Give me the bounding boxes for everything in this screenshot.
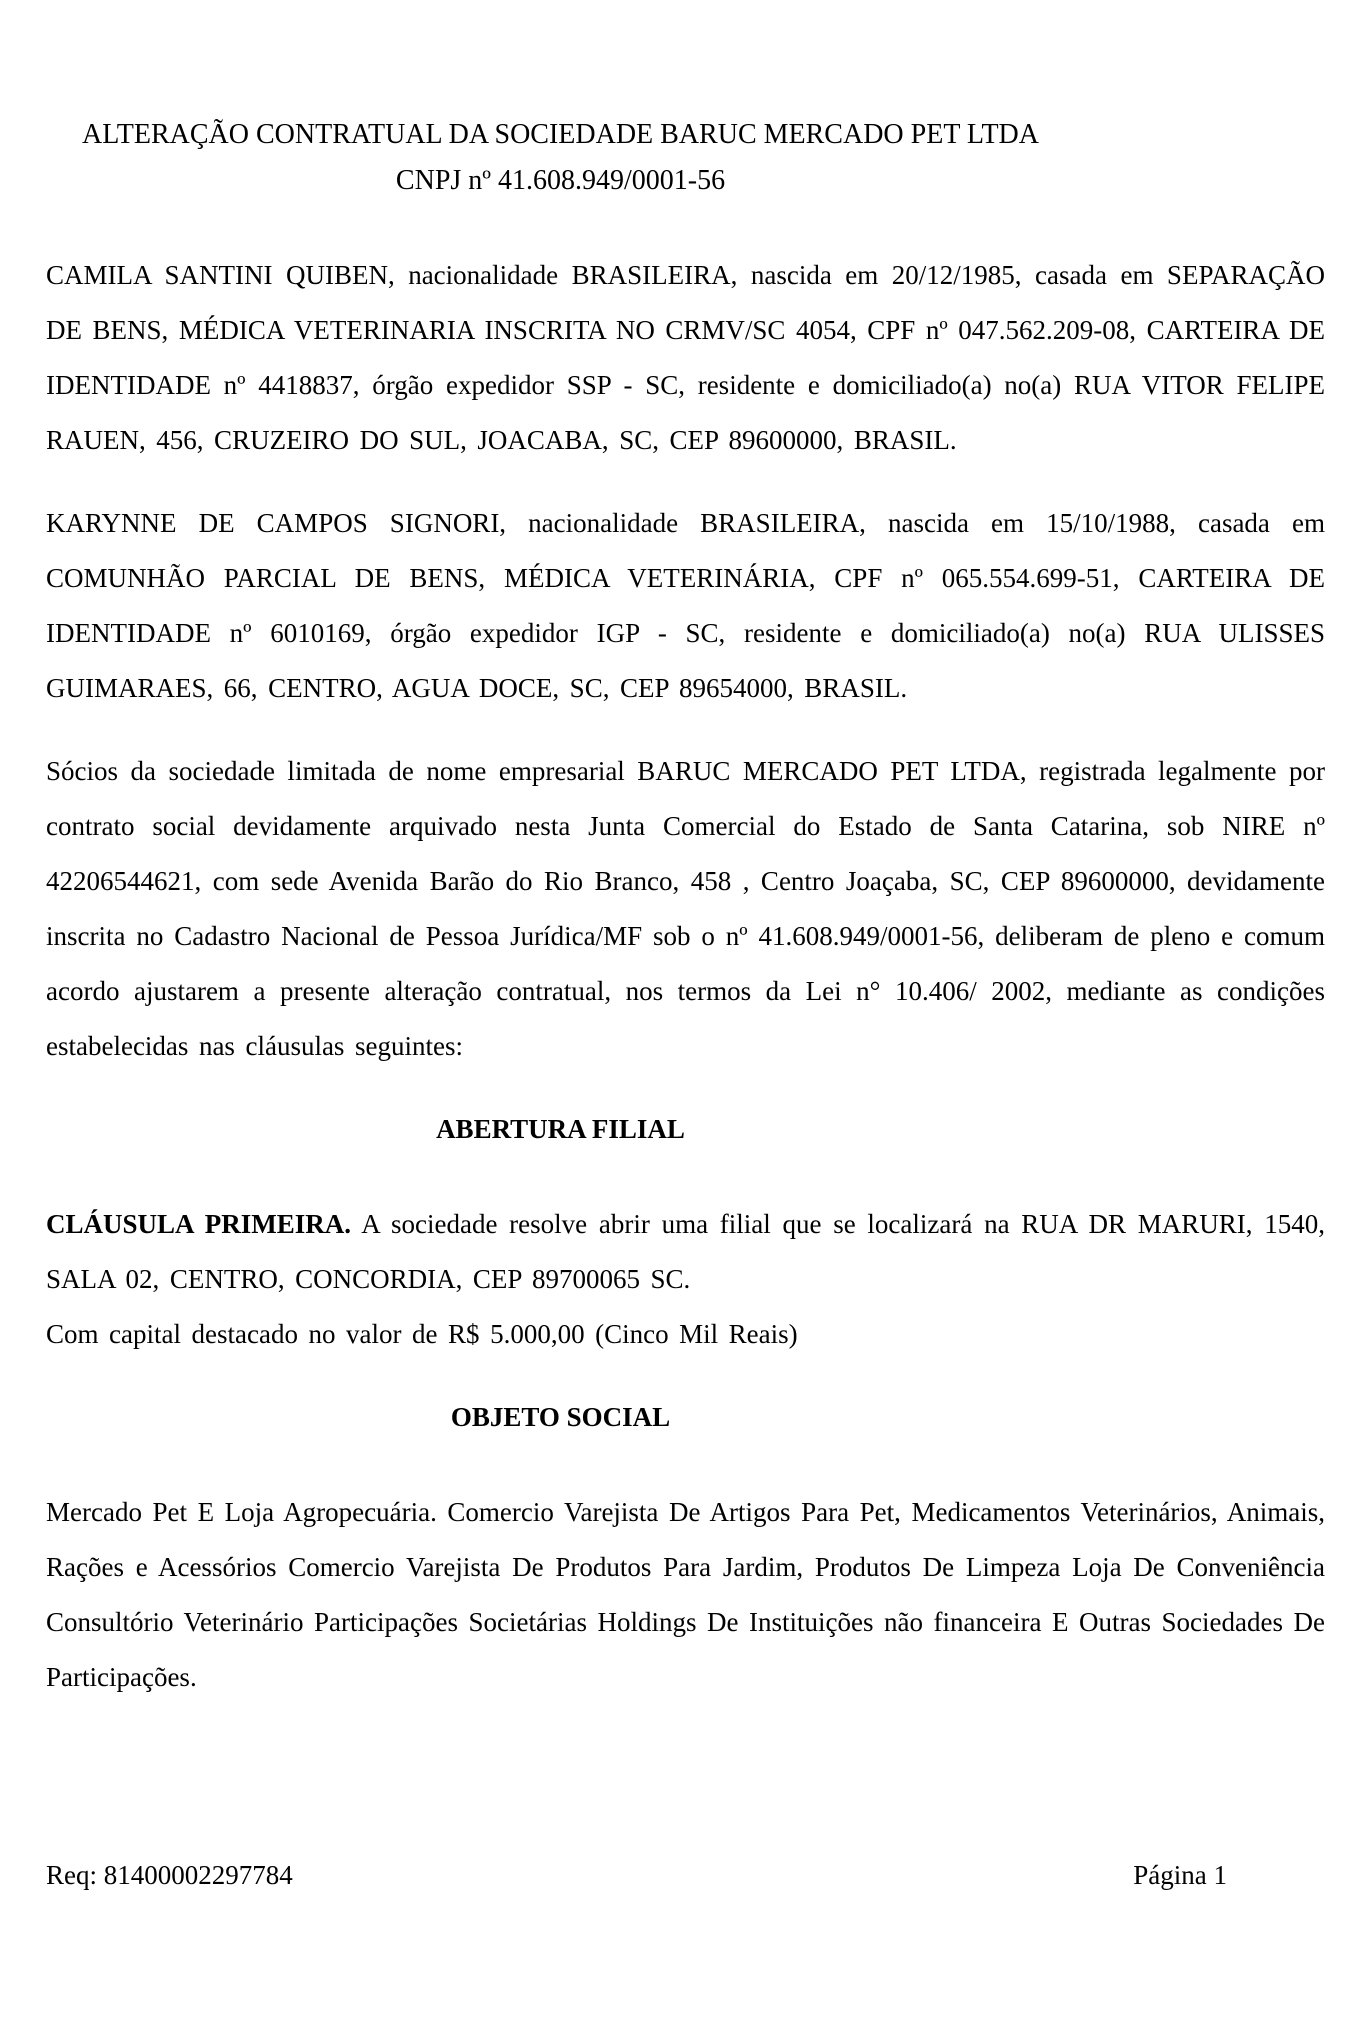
document-footer bbox=[46, 1858, 1325, 1892]
heading-objeto-social: OBJETO SOCIAL bbox=[450, 1402, 671, 1432]
paragraph-objeto-social: Mercado Pet E Loja Agropecuária. Comercio Varejista De Artigos Para Pet, Medicamentos Veterinários, Animais, Rações e Acessórios Comercio Varejista De Produtos Para Jardim, Produtos De Limpeza Loja De Conveniência Consultório Veterinário Participações Societárias Holdings De Instituições não financeira E Outras Sociedades De Participações. bbox=[46, 1497, 1326, 1692]
clause-primeira-label: CLÁUSULA PRIMEIRA. bbox=[46, 1209, 352, 1239]
footer-req-number: Req: 81400002297784 bbox=[46, 1860, 293, 1890]
heading-abertura-filial: ABERTURA FILIAL bbox=[436, 1114, 685, 1144]
footer-page-number: Página 1 bbox=[1133, 1860, 1227, 1890]
paragraph-partner-2: KARYNNE DE CAMPOS SIGNORI, nacionalidade BRASILEIRA, nascida em 15/10/1988, casada em COMUNHÃO PARCIAL DE BENS, MÉDICA VETERINÁRIA, CPF nº 065.554.699-51, CARTEIRA DE IDENTIDADE nº 6010169, órgão expedidor IGP - SC, residente e domiciliado(a) no(a) RUA ULISSES GUIMARAES, 66, CENTRO, AGUA DOCE, SC, CEP 89654000, BRASIL. bbox=[46, 508, 1325, 703]
paragraph-company-registration: Sócios da sociedade limitada de nome empresarial BARUC MERCADO PET LTDA, registrada legalmente por contrato social devidamente arquivado nesta Junta Comercial do Estado de Santa Catarina, sob NIRE nº 42206544621, com sede Avenida Barão do Rio Branco, 458 , Centro Joaçaba, SC, CEP 89600000, devidamente inscrita no Cadastro Nacional de Pessoa Jurídica/MF sob o nº 41.608.949/0001-56, deliberam de pleno e comum acordo ajustarem a presente alteração contratual, nos termos da Lei n° 10.406/ 2002, mediante as condições estabelecidas nas cláusulas seguintes: bbox=[46, 756, 1325, 1061]
title-line-cnpj: CNPJ nº 41.608.949/0001-56 bbox=[395, 165, 726, 196]
document-title bbox=[46, 112, 1075, 204]
paragraph-partner-1: CAMILA SANTINI QUIBEN, nacionalidade BRASILEIRA, nascida em 20/12/1985, casada em SEPARAÇÃO DE BENS, MÉDICA VETERINARIA INSCRITA NO CRMV/SC 4054, CPF nº 047.562.209-08, CARTEIRA DE IDENTIDADE nº 4418837, órgão expedidor SSP - SC, residente e domiciliado(a) no(a) RUA VITOR FELIPE RAUEN, 456, CRUZEIRO DO SUL, JOACABA, SC, CEP 89600000, BRASIL. bbox=[46, 260, 1325, 455]
clause-primeira-text: A sociedade resolve abrir uma filial que se localizará na RUA DR MARURI, 1540, SALA 02, CENTRO, CONCORDIA, CEP 89700065 SC. bbox=[46, 1209, 1326, 1294]
paragraph-clause-primeira bbox=[46, 1197, 1325, 1307]
title-line-company: ALTERAÇÃO CONTRATUAL DA SOCIEDADE BARUC MERCADO PET LTDA bbox=[82, 119, 1039, 150]
paragraph-capital-destacado: Com capital destacado no valor de R$ 5.000,00 (Cinco Mil Reais) bbox=[46, 1319, 798, 1349]
